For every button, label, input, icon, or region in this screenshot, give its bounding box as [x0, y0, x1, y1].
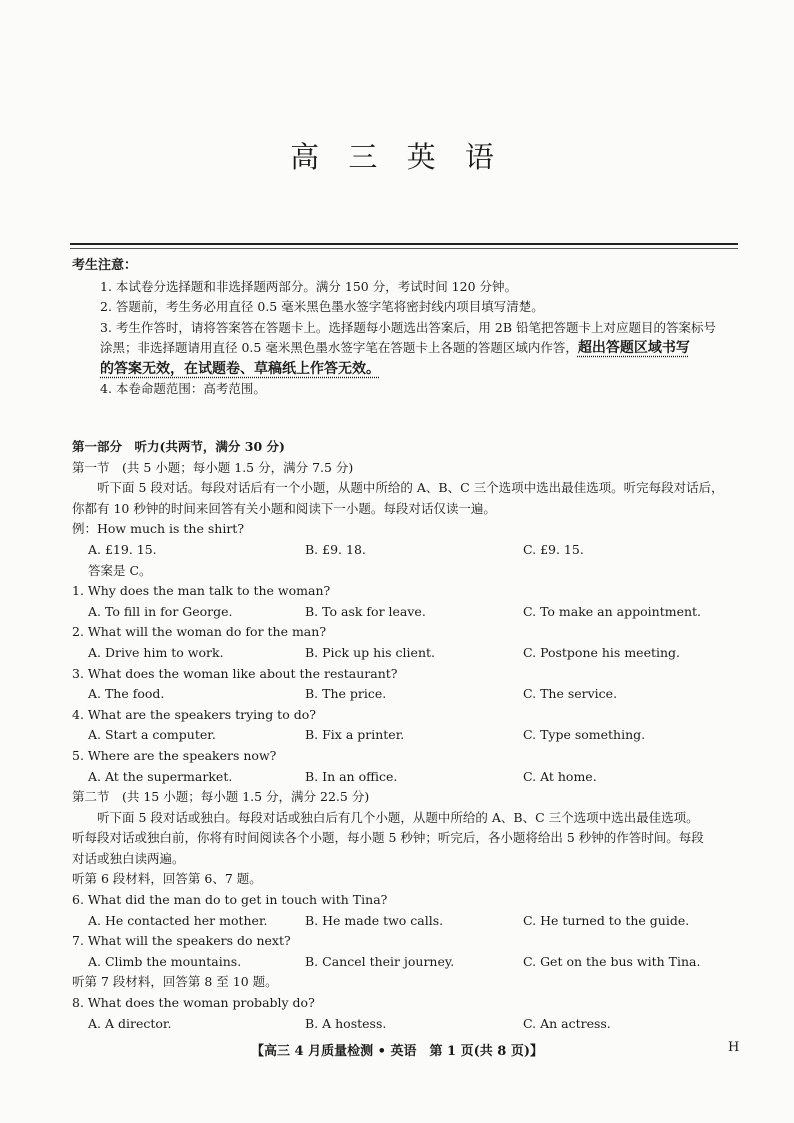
footer-page-info: 【高三 4 月质量检测 • 英语 第 1 页(共 8 页)】 — [251, 1044, 543, 1059]
q1-option-a: A. To fill in for George. — [88, 603, 233, 619]
q1-option-c: C. To make an appointment. — [523, 603, 702, 619]
section2-instruction-2: 听每段对话或独白前，你将有时间阅读各个小题，每小题 5 秒钟；听完后，各小题将给出 5 秒钟的作答时间。每段 — [72, 830, 704, 846]
part1-heading: 第一部分 听力(共两节，满分 30 分) — [72, 439, 285, 454]
notice-item-3-text: 涂黑；非选择题请用直径 0.5 毫米黑色墨水签字笔在答题卡上各题的答题区域内作答， — [100, 340, 578, 355]
question-4-options — [72, 725, 742, 746]
q4-option-a: A. Start a computer. — [88, 727, 216, 743]
q6-option-c: C. He turned to the guide. — [523, 912, 690, 928]
q8-option-a: A. A director. — [88, 1015, 172, 1031]
question-7: 7. What will the speakers do next? — [72, 933, 291, 949]
example-option-c: C. £9. 15. — [523, 541, 584, 557]
q5-option-b: B. In an office. — [305, 768, 398, 784]
q3-option-c: C. The service. — [523, 686, 618, 702]
part1-listening — [72, 437, 742, 1034]
q2-option-c: C. Postpone his meeting. — [523, 644, 681, 660]
question-5-options — [72, 767, 742, 788]
question-1: 1. Why does the man talk to the woman? — [72, 583, 331, 599]
question-3-options — [72, 684, 742, 705]
q8-option-b: B. A hostess. — [305, 1015, 387, 1031]
notice-item-3-line-3 — [72, 359, 742, 380]
q3-option-a: A. The food. — [88, 686, 165, 702]
header-rule-thin — [70, 248, 738, 249]
q4-option-c: C. Type something. — [523, 727, 646, 743]
example-option-a: A. £19. 15. — [88, 541, 157, 557]
q6-option-a: A. He contacted her mother. — [88, 912, 268, 928]
footer-version-code: H — [728, 1040, 740, 1055]
q2-option-a: A. Drive him to work. — [88, 644, 224, 660]
section2-instruction-1: 听下面 5 段对话或独白。每段对话或独白后有几个小题，从题中所给的 A、B、C 三个选项中选出最佳选项。 — [97, 809, 699, 825]
section1-heading: 第一节 (共 5 小题；每小题 1.5 分，满分 7.5 分) — [72, 459, 354, 475]
notice-item-2: 2. 答题前，考生务必用直径 0.5 毫米黑色墨水签字笔将密封线内项目填写清楚。 — [100, 299, 544, 314]
material-7-label: 听第 7 段材料，回答第 8 至 10 题。 — [72, 974, 278, 990]
question-8-options — [72, 1014, 742, 1035]
question-3: 3. What does the woman like about the restaurant? — [72, 665, 398, 681]
q5-option-c: C. At home. — [523, 768, 597, 784]
question-1-options — [72, 602, 742, 623]
question-2-options — [72, 643, 742, 664]
notice-emphasis-2: 的答案无效，在试题卷、草稿纸上作答无效。 — [100, 360, 380, 377]
question-4: 4. What are the speakers trying to do? — [72, 706, 316, 722]
notice-item-1: 1. 本试卷分选择题和非选择题两部分。满分 150 分，考试时间 120 分钟。 — [100, 278, 518, 294]
section1-instruction-2: 你都有 10 秒钟的时间来回答有关小题和阅读下一小题。每段对话仅读一遍。 — [72, 500, 496, 516]
material-6-label: 听第 6 段材料，回答第 6、7 题。 — [72, 871, 262, 887]
question-6: 6. What did the man do to get in touch with Tina? — [72, 892, 388, 908]
page-title: 高 三 英 语 — [290, 140, 504, 174]
notice-emphasis-1: 超出答题区域书写 — [577, 340, 690, 356]
question-5: 5. Where are the speakers now? — [72, 747, 277, 763]
question-8: 8. What does the woman probably do? — [72, 995, 315, 1011]
q3-option-b: B. The price. — [305, 686, 387, 702]
question-7-options — [72, 952, 742, 973]
notice-item-3-line-1: 3. 考生作答时，请将答案答在答题卡上。选择题每小题选出答案后，用 2B 铅笔把答题卡上对应题目的答案标号 — [100, 319, 716, 335]
notice-item-4: 4. 本卷命题范围：高考范围。 — [100, 381, 266, 396]
example-option-b: B. £9. 18. — [305, 541, 366, 557]
candidate-notice — [72, 256, 742, 400]
header-rule-thick — [70, 243, 738, 245]
q8-option-c: C. An actress. — [523, 1015, 611, 1031]
notice-item-3-line-2 — [72, 338, 742, 359]
q1-option-b: B. To ask for leave. — [305, 603, 426, 619]
q7-option-b: B. Cancel their journey. — [305, 953, 455, 969]
section1-instruction-1: 听下面 5 段对话。每段对话后有一个小题，从题中所给的 A、B、C 三个选项中选出最佳选项。听完每段对话后， — [97, 480, 724, 496]
notice-heading: 考生注意： — [72, 258, 138, 273]
example-answer: 答案是 C。 — [88, 562, 152, 578]
question-6-options — [72, 911, 742, 932]
section2-heading: 第二节 (共 15 小题；每小题 1.5 分，满分 22.5 分) — [72, 789, 370, 805]
q7-option-a: A. Climb the mountains. — [88, 953, 242, 969]
example-options — [72, 540, 742, 561]
q4-option-b: B. Fix a printer. — [305, 727, 405, 743]
q6-option-b: B. He made two calls. — [305, 912, 444, 928]
q7-option-c: C. Get on the bus with Tina. — [523, 953, 701, 969]
example-question: 例：How much is the shirt? — [72, 521, 245, 537]
q5-option-a: A. At the supermarket. — [88, 768, 233, 784]
question-2: 2. What will the woman do for the man? — [72, 624, 327, 640]
q2-option-b: B. Pick up his client. — [305, 644, 435, 660]
section2-instruction-3: 对话或独白读两遍。 — [72, 850, 185, 866]
